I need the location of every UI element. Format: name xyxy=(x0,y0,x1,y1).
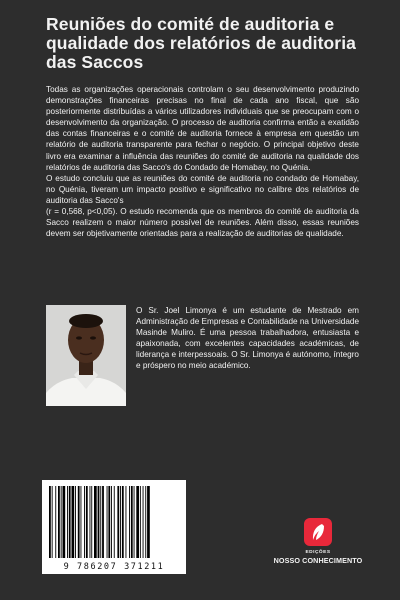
publisher-logo xyxy=(258,518,378,565)
description-paragraph: O estudo concluiu que as reuniões do comité de auditoria no condado de Homabay, no Quénia, tiveram um impacto positivo e significativo no calibre dos relatórios de auditoria das Sacco's xyxy=(46,173,359,205)
back-cover-description xyxy=(46,84,359,239)
isbn-barcode xyxy=(42,480,186,574)
isbn-number: 9 786207 371211 xyxy=(63,562,165,572)
author-bio: O Sr. Joel Limonya é um estudante de Mestrado em Administração de Empresas e Contabilidade na Universidade Masinde Muliro. É uma pessoa trabalhadora, entusiasta e apaixonada, com excelentes capacidades académicas, de liderança e interpessoais. O Sr. Limonya é autónomo, íntegro e próspero no meio académico. xyxy=(136,306,360,371)
author-photo xyxy=(46,305,126,406)
book-title: Reuniões do comité de auditoria e qualidade dos relatórios de auditoria das Saccos xyxy=(46,14,357,72)
publisher-name: NOSSO CONHECIMENTO xyxy=(273,556,363,565)
publisher-label: EDIÇÕES xyxy=(305,550,331,555)
description-paragraph: (r = 0,568, p<0,05). O estudo recomenda que os membros do comité de auditoria da Sacco realizem o maior número possível de reuniões. Além disso, essas reuniões devem ser objetivamente orientadas para a realização de auditorias de qualidade. xyxy=(46,207,359,239)
description-paragraph: Todas as organizações operacionais controlam o seu desenvolvimento produzindo demonstrações financeiras precisas no final de cada ano fiscal, que são posteriormente distribuídas a vários utilizadores individuais que se preocupam com o desenvolvimento da organização. O processo de auditoria confirma então a exatidão das contas financeiras e o comité de auditoria fornece à empresa em questão um relatório de auditoria transparente para fechar o negócio. O principal objetivo deste livro era examinar a influência das reuniões do comité de auditoria na qualidade dos relatórios de auditoria das Sacco's do Condado de Homabay, no Quénia. xyxy=(46,85,359,172)
quill-icon xyxy=(304,518,332,546)
